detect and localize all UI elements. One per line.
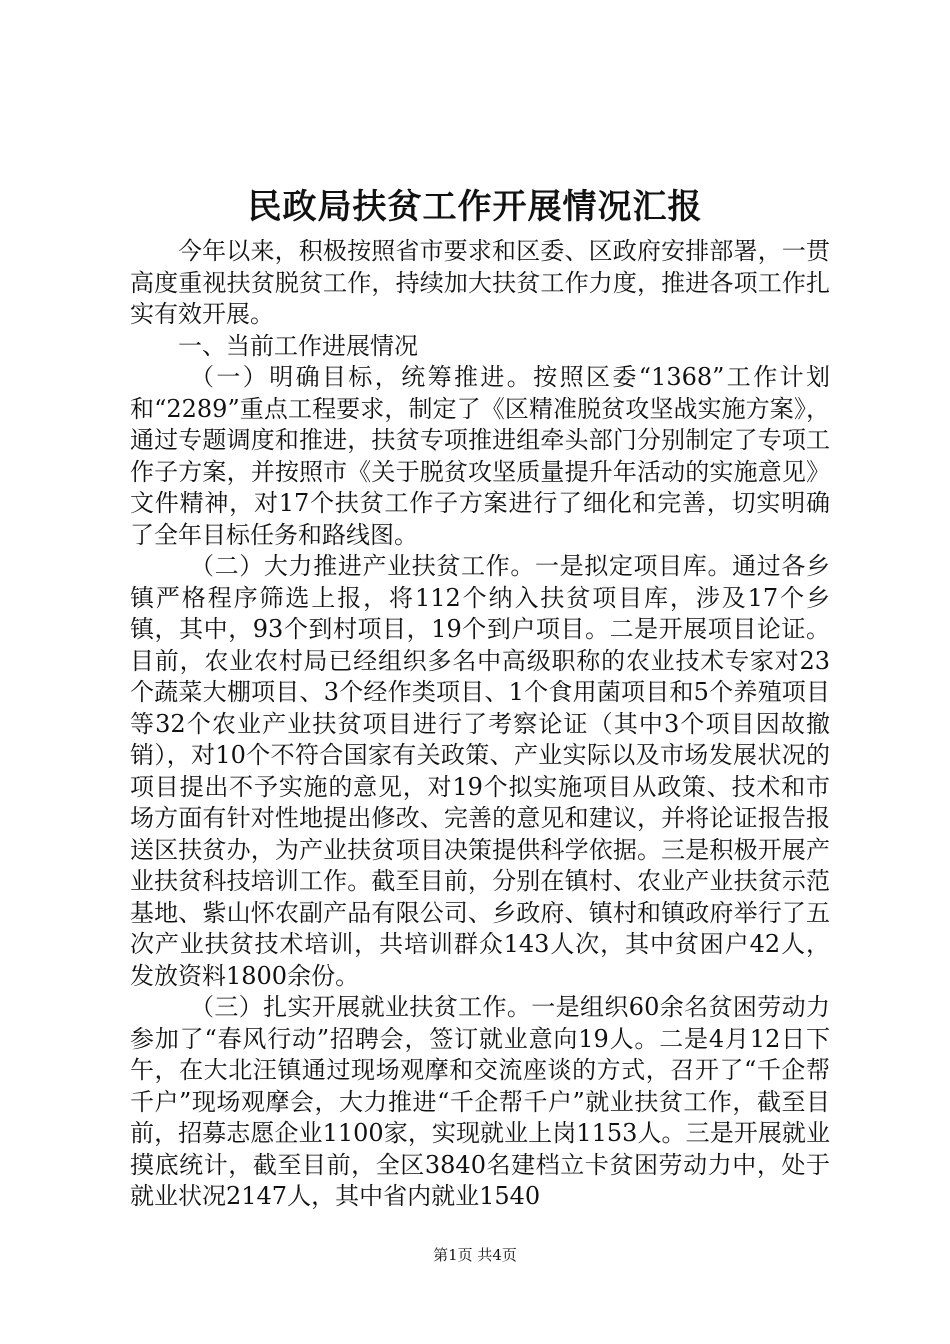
document-title: 民政局扶贫工作开展情况汇报: [247, 187, 703, 227]
paragraph-industry: （二）大力推进产业扶贫工作。一是拟定项目库。通过各乡镇严格程序筛选上报，将112个纳入扶贫项目库，涉及17个乡镇，其中，93个到村项目，19个到户项目。二是开展项目论证。目前，农业农村局已经组织多名中高级职称的农业技术专家对23个蔬菜大棚项目、3个经作类项目、1个食用菌项目和5个养殖项目等32个农业产业扶贫项目进行了考察论证（其中3个项目因故撤销），对10个不符合国家有关政策、产业实际以及市场发展状况的项目提出不予实施的意见，对19个拟实施项目从政策、技术和市场方面有针对性地提出修改、完善的意见和建议，并将论证报告报送区扶贫办，为产业扶贫项目决策提供科学依据。三是积极开展产业扶贫科技培训工作。截至目前，分别在镇村、农业产业扶贫示范基地、紫山怀农副产品有限公司、乡政府、镇村和镇政府举行了五次产业扶贫技术培训，共培训群众143人次，其中贫困户42人，发放资料1800余份。: [130, 552, 830, 990]
paragraph-employment: （三）扎实开展就业扶贫工作。一是组织60余名贫困劳动力参加了“春风行动”招聘会，签订就业意向19人。二是4月12日下午，在大北汪镇通过现场观摩和交流座谈的方式，召开了“千企帮千户”现场观摩会，大力推进“千企帮千户”就业扶贫工作，截至目前，招募志愿企业1100家，实现就业上岗1153人。三是开展就业摸底统计，截至目前，全区3840名建档立卡贫困劳动力中，处于就业状况2147人，其中省内就业1540: [130, 993, 830, 1210]
page-footer: 第1页 共4页: [433, 1246, 517, 1264]
intro-paragraph: 今年以来，积极按照省市要求和区委、区政府安排部署，一贯高度重视扶贫脱贫工作，持续加大扶贫工作力度，推进各项工作扎实有效开展。: [130, 237, 830, 328]
paragraph-goals: （一）明确目标，统筹推进。按照区委“1368”工作计划和“2289”重点工程要求，制定了《区精准脱贫攻坚战实施方案》，通过专题调度和推进，扶贫专项推进组牵头部门分别制定了专项工作子方案，并按照市《关于脱贫攻坚质量提升年活动的实施意见》文件精神，对17个扶贫工作子方案进行了细化和完善，切实明确了全年目标任务和路线图。: [130, 363, 830, 549]
document-body: [130, 236, 830, 1213]
section-heading: 一、当前工作进展情况: [178, 331, 418, 360]
